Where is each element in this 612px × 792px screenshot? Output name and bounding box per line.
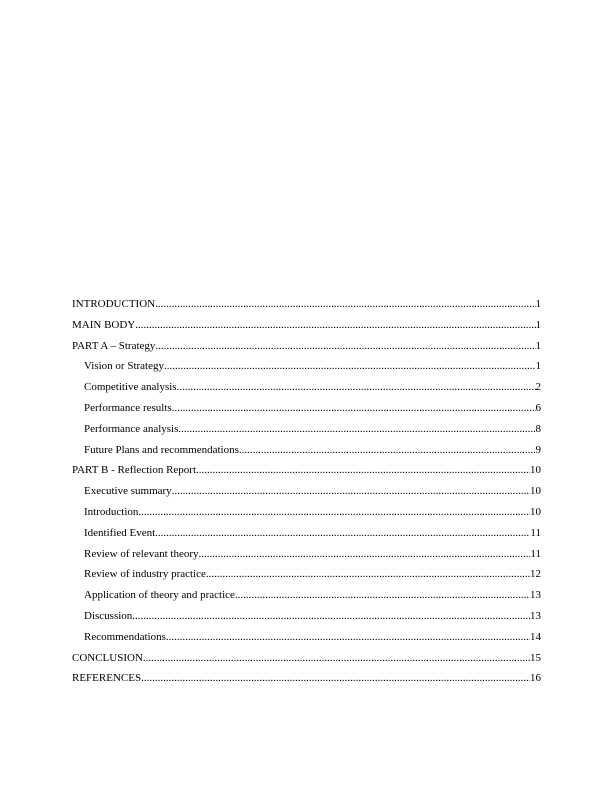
toc-entry[interactable] — [72, 440, 541, 461]
toc-dot-leader — [135, 315, 535, 336]
toc-entry-page-number: 9 — [535, 443, 541, 456]
toc-entry-title: Vision or Strategy — [84, 360, 164, 373]
toc-entry-title: Review of industry practice — [84, 568, 206, 581]
toc-entry-page-number: 11 — [530, 547, 541, 560]
toc-entry-page-number: 6 — [535, 401, 541, 414]
toc-entry[interactable] — [72, 460, 541, 481]
toc-entry[interactable] — [72, 419, 541, 440]
toc-entry-title: CONCLUSION — [72, 651, 143, 664]
toc-dot-leader — [177, 377, 536, 398]
toc-entry-title: Identified Event — [84, 526, 156, 539]
toc-entry-title: PART A – Strategy — [72, 339, 156, 352]
toc-dot-leader — [239, 440, 536, 461]
toc-entry-title: Executive summary — [84, 485, 172, 498]
toc-dot-leader — [199, 544, 531, 565]
toc-dot-leader — [138, 502, 530, 523]
toc-dot-leader — [164, 356, 536, 377]
toc-entry-page-number: 10 — [530, 505, 541, 518]
toc-entry-title: Discussion — [84, 609, 133, 622]
toc-entry[interactable] — [72, 377, 541, 398]
toc-entry-title: INTRODUCTION — [72, 298, 156, 310]
toc-dot-leader — [172, 398, 536, 419]
toc-entry-page-number: 1 — [535, 318, 541, 331]
toc-dot-leader — [155, 294, 535, 315]
toc-entry-title: Recommendations — [84, 630, 166, 643]
toc-entry-page-number: 2 — [535, 381, 541, 394]
toc-entry[interactable] — [72, 294, 541, 315]
toc-entry-title: Future Plans and recommendations — [84, 443, 239, 456]
toc-dot-leader — [155, 336, 535, 357]
toc-entry[interactable] — [72, 627, 541, 648]
toc-entry-title: PART B - Reflection Report — [72, 464, 197, 477]
toc-entry-page-number: 13 — [530, 609, 541, 622]
toc-dot-leader — [155, 523, 530, 544]
toc-entry-page-number: 14 — [530, 630, 541, 643]
toc-entry-page-number: 16 — [530, 672, 541, 685]
toc-entry-page-number: 1 — [535, 298, 541, 310]
toc-entry[interactable] — [72, 606, 541, 627]
toc-entry[interactable] — [72, 398, 541, 419]
toc-dot-leader — [196, 460, 530, 481]
toc-dot-leader — [132, 606, 530, 627]
toc-entry-title: Performance analysis — [84, 422, 179, 435]
toc-entry-title: REFERENCES — [72, 672, 142, 685]
toc-dot-leader — [206, 564, 530, 585]
toc-entry[interactable] — [72, 564, 541, 585]
toc-dot-leader — [178, 419, 535, 440]
toc-dot-leader — [141, 668, 530, 689]
toc-entry-page-number: 10 — [530, 464, 541, 477]
toc-entry-title: MAIN BODY — [72, 318, 136, 331]
toc-entry-page-number: 1 — [535, 360, 541, 373]
toc-dot-leader — [143, 648, 530, 669]
toc-entry-title: Review of relevant theory — [84, 547, 199, 560]
toc-entry-title: Application of theory and practice — [84, 589, 235, 602]
toc-entry-page-number: 1 — [535, 339, 541, 352]
toc-dot-leader — [235, 585, 530, 606]
toc-entry[interactable] — [72, 336, 541, 357]
toc-entry-page-number: 13 — [530, 589, 541, 602]
toc-dot-leader — [172, 481, 530, 502]
toc-entry[interactable] — [72, 502, 541, 523]
toc-dot-leader — [166, 627, 530, 648]
toc-entry[interactable] — [72, 668, 541, 689]
toc-entry[interactable] — [72, 356, 541, 377]
toc-entry-page-number: 10 — [530, 485, 541, 498]
toc-entry[interactable] — [72, 481, 541, 502]
toc-entry-title: Competitive analysis — [84, 381, 177, 394]
toc-entry-title: Introduction — [84, 505, 139, 518]
toc-entry-page-number: 15 — [530, 651, 541, 664]
toc-entry-page-number: 11 — [530, 526, 541, 539]
toc-entry-title: Performance results — [84, 401, 172, 414]
toc-entry[interactable] — [72, 585, 541, 606]
toc-entry-page-number: 8 — [535, 422, 541, 435]
table-of-contents — [72, 294, 541, 689]
toc-entry[interactable] — [72, 315, 541, 336]
toc-entry[interactable] — [72, 523, 541, 544]
toc-entry-page-number: 12 — [530, 568, 541, 581]
toc-entry[interactable] — [72, 544, 541, 565]
toc-entry[interactable] — [72, 648, 541, 669]
